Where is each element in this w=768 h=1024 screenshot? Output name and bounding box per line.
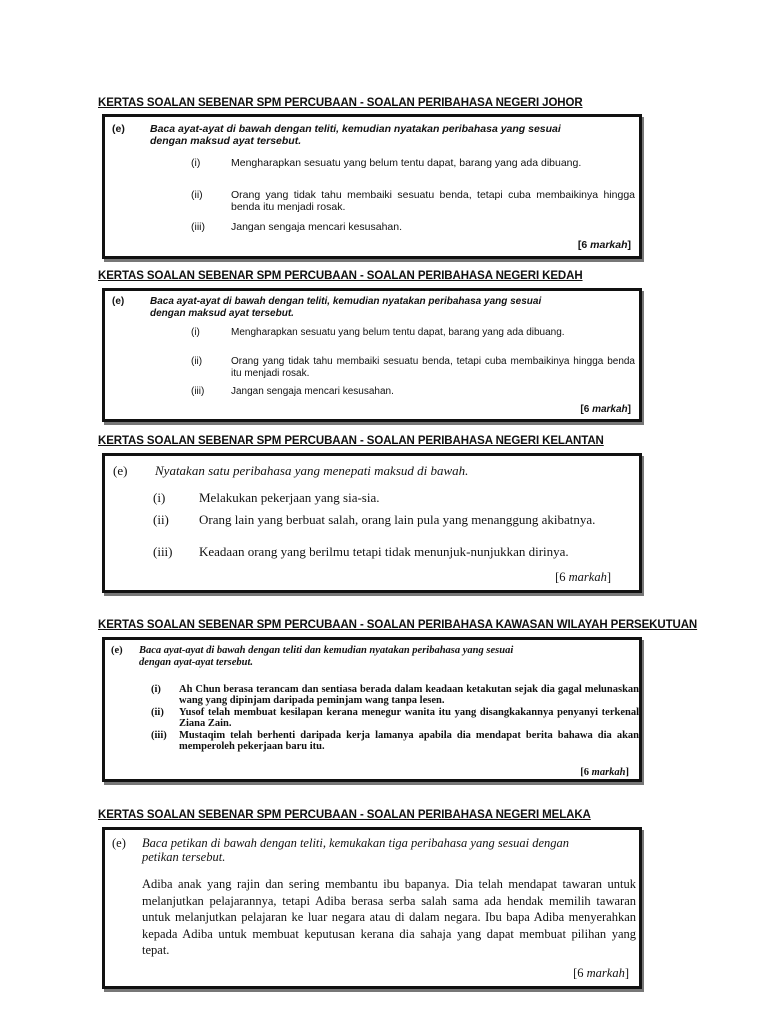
section-heading-kedah: KERTAS SOALAN SEBENAR SPM PERCUBAAN - SOALAN PERIBAHASA NEGERI KEDAH (98, 270, 583, 282)
list-item (191, 386, 635, 398)
item-number: (ii) (153, 512, 169, 527)
question-box-johor (102, 114, 642, 259)
item-text: Mengharapkan sesuatu yang belum tentu dapat, barang yang ada dibuang. (231, 157, 582, 169)
item-number: (i) (191, 157, 201, 169)
list-item (153, 512, 635, 527)
item-number: (i) (191, 327, 200, 338)
list-item (191, 356, 635, 380)
item-number: (ii) (191, 189, 203, 201)
list-item (151, 684, 639, 706)
question-box-kedah (102, 288, 642, 422)
list-item (191, 327, 635, 339)
item-number: (i) (151, 684, 161, 695)
section-heading-melaka: KERTAS SOALAN SEBENAR SPM PERCUBAAN - SOALAN PERIBAHASA NEGERI MELAKA (98, 809, 591, 821)
item-text: Orang lain yang berbuat salah, orang lain pula yang menanggung akibatnya. (199, 512, 596, 527)
question-intro (155, 464, 635, 479)
question-intro (142, 836, 636, 865)
marks-label: [6 markah] (580, 767, 629, 778)
intro-line-2: dengan ayat-ayat tersebut. (139, 657, 254, 669)
item-text: Melakukan pekerjaan yang sia-sia. (199, 490, 380, 505)
item-text: Mengharapkan sesuatu yang belum tentu dapat, barang yang ada dibuang. (231, 327, 565, 338)
question-box-kelantan (102, 453, 642, 593)
marks-label: [6 markah] (555, 570, 611, 584)
list-item (191, 189, 635, 214)
marks-label: [6 markah] (573, 966, 629, 980)
question-label: (e) (111, 645, 123, 656)
item-number: (iii) (153, 544, 173, 559)
item-text: Yusof telah membuat kesilapan kerana menegur wanita itu yang disangkakannya penyanyi terkenal Ziana Zain. (179, 707, 639, 730)
item-number: (iii) (191, 386, 205, 397)
item-text: Jangan sengaja mencari kesusahan. (231, 221, 403, 233)
marks-label: [6 markah] (580, 404, 631, 415)
list-item (153, 544, 635, 559)
intro-line-1: Baca ayat-ayat di bawah dengan teliti, kemudian nyatakan peribahasa yang sesuai (150, 123, 561, 135)
item-text: Ah Chun berasa terancam dan sentiasa berada dalam keadaan ketakutan sejak dia gagal melunaskan wang yang dipinjam daripada peminjam wang tanpa lesen. (179, 684, 639, 707)
list-item (191, 221, 635, 233)
item-number: (ii) (191, 356, 203, 367)
section-heading-johor: KERTAS SOALAN SEBENAR SPM PERCUBAAN - SOALAN PERIBAHASA NEGERI JOHOR (98, 97, 583, 109)
question-intro (150, 296, 635, 319)
list-item (151, 730, 639, 752)
item-number: (iii) (191, 221, 205, 233)
section-heading-kelantan: KERTAS SOALAN SEBENAR SPM PERCUBAAN - SOALAN PERIBAHASA NEGERI KELANTAN (98, 435, 604, 447)
question-label: (e) (112, 836, 126, 850)
item-number: (iii) (151, 730, 167, 741)
question-box-melaka (102, 827, 642, 989)
intro-line-1: Baca ayat-ayat di bawah dengan teliti, kemudian nyatakan peribahasa yang sesuai (150, 296, 542, 307)
item-text: Orang yang tidak tahu membaiki sesuatu benda, tetapi cuba membaikinya hingga benda itu menjadi rosak. (231, 356, 635, 379)
item-text: Keadaan orang yang berilmu tetapi tidak menunjuk-nunjukkan dirinya. (199, 544, 569, 559)
intro-line-1: Nyatakan satu peribahasa yang menepati maksud di bawah. (155, 463, 469, 478)
list-item (191, 157, 635, 169)
intro-line-2: dengan maksud ayat tersebut. (150, 135, 302, 148)
item-number: (i) (153, 490, 166, 505)
item-text: Orang yang tidak tahu membaiki sesuatu benda, tetapi cuba membaikinya hingga benda itu menjadi rosak. (231, 189, 635, 214)
question-intro (139, 645, 639, 669)
item-text: Jangan sengaja mencari kesusahan. (231, 386, 394, 397)
section-heading-wilayah: KERTAS SOALAN SEBENAR SPM PERCUBAAN - SOALAN PERIBAHASA KAWASAN WILAYAH PERSEKUTUAN (98, 619, 698, 631)
intro-line-2: dengan maksud ayat tersebut. (150, 307, 294, 319)
question-intro (150, 123, 635, 147)
item-number: (ii) (151, 707, 164, 718)
passage-text: Adiba anak yang rajin dan sering membantu ibu bapanya. Dia telah mendapat tawaran untuk melanjutkan pelajarannya, tetapi Adiba berasa serba salah sama ada hendak memilih tawaran untuk melanjutkan pelajaran ke luar negara atau di dalam negara. Ibu bapa Adiba menyerahkan kepada Adiba untuk membuat keputusan kerana dia sahaja yang dapat membuat pilihan yang tepat. (142, 877, 636, 957)
question-label: (e) (112, 123, 125, 135)
question-label: (e) (113, 463, 128, 478)
intro-line-2: petikan tersebut. (142, 850, 226, 865)
list-item (153, 490, 635, 505)
list-item (151, 707, 639, 729)
question-box-wilayah (102, 637, 642, 782)
item-text: Mustaqim telah berhenti daripada kerja lamanya apabila dia mendapat berita bahawa dia akan memperoleh pekerjaan baru itu. (179, 730, 639, 753)
intro-line-1: Baca petikan di bawah dengan teliti, kemukakan tiga peribahasa yang sesuai dengan (142, 836, 570, 850)
intro-line-1: Baca ayat-ayat di bawah dengan teliti dan kemudian nyatakan peribahasa yang sesuai (139, 645, 514, 656)
question-label: (e) (112, 296, 125, 307)
marks-label: [6 markah] (577, 239, 631, 251)
